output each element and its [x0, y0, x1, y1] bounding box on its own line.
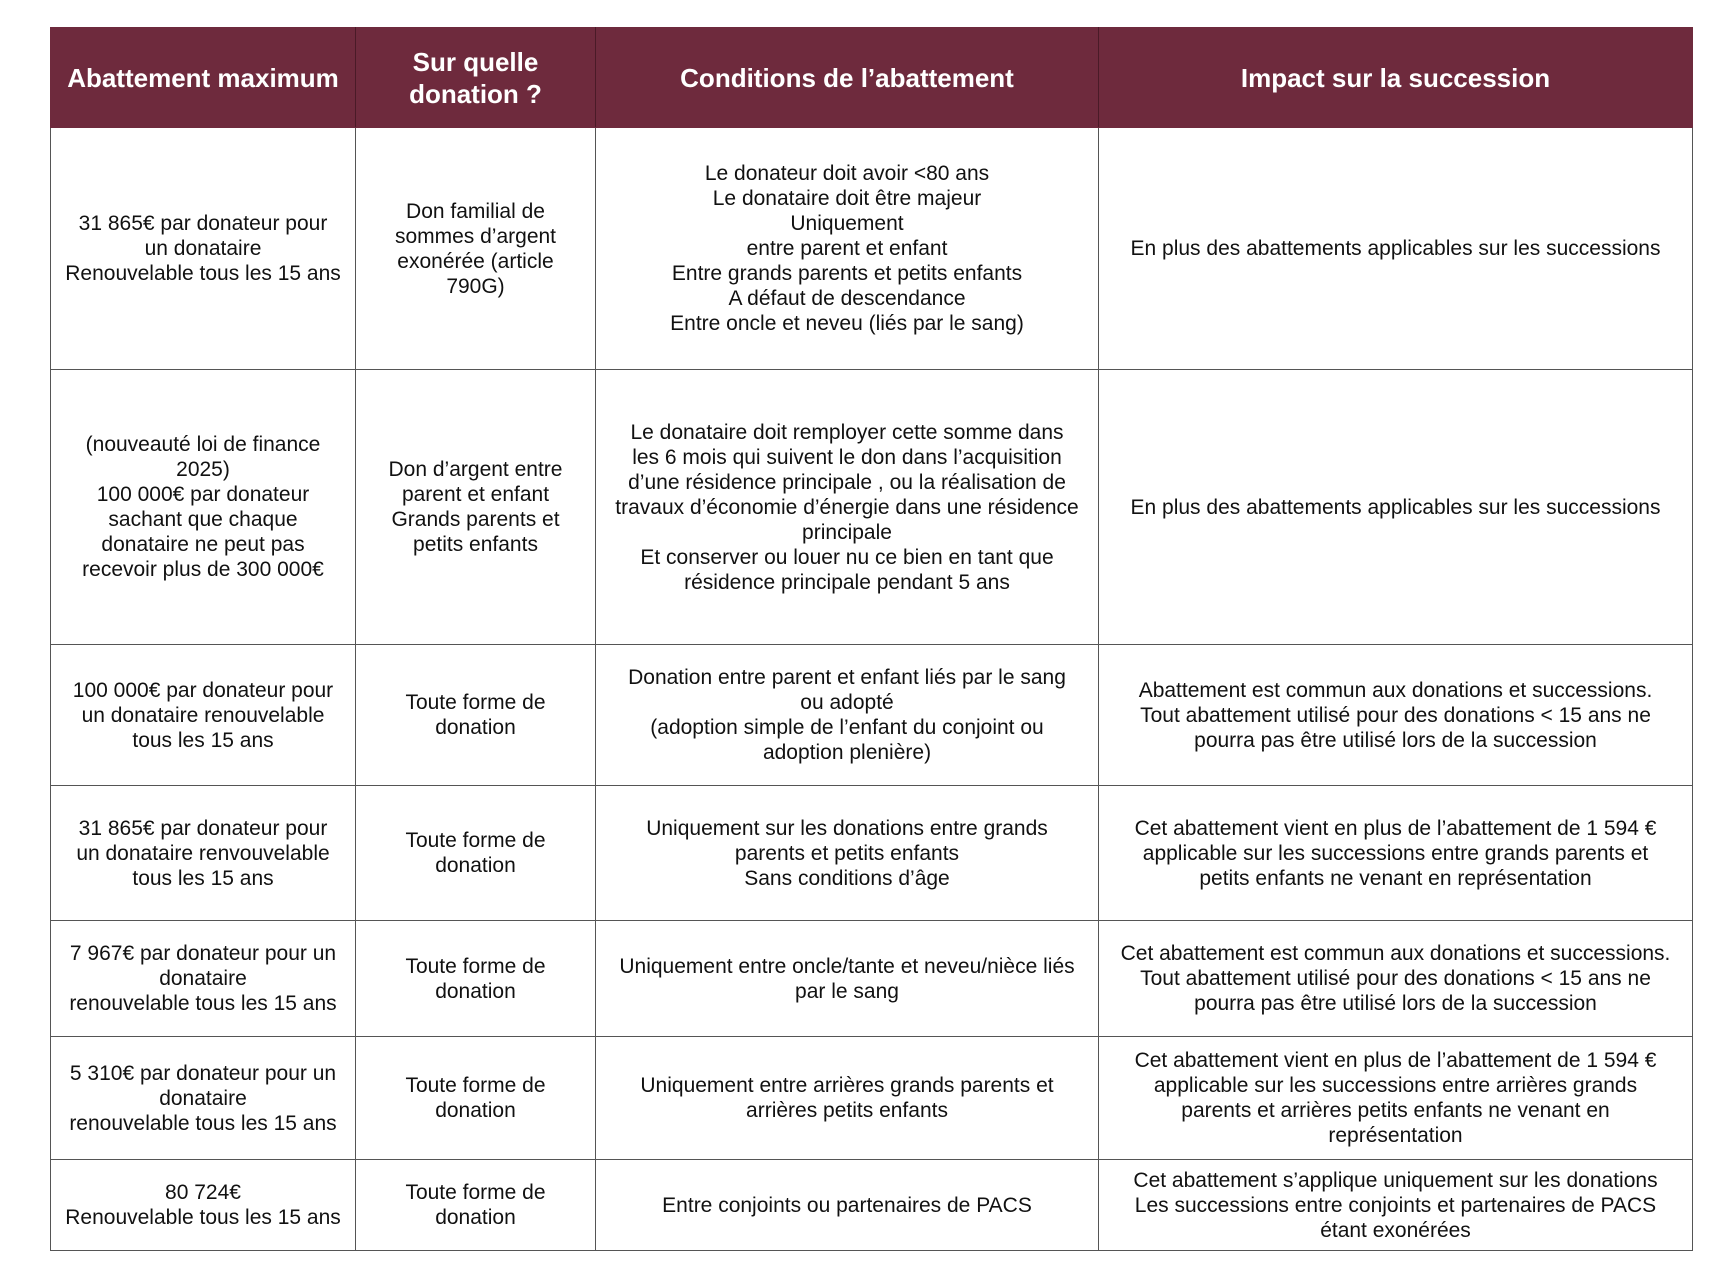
cell-donation: Toute forme de donation: [356, 1160, 596, 1251]
cell-conditions: Le donataire doit remployer cette somme dans les 6 mois qui suivent le don dans l’acquisition d’une résidence principale , ou la réalisation de travaux d’économie d’énergie dans une résidence principale Et conserver ou louer nu ce bien en tant que résidence principale pendant 5 ans: [596, 370, 1099, 645]
header-sur-quelle-donation: Sur quelle donation ?: [356, 28, 596, 128]
header-conditions: Conditions de l’abattement: [596, 28, 1099, 128]
donation-abatement-table-container: [50, 27, 1692, 1251]
cell-donation: Toute forme de donation: [356, 921, 596, 1037]
header-row: [51, 28, 1693, 128]
cell-conditions: Donation entre parent et enfant liés par le sang ou adopté (adoption simple de l’enfant du conjoint ou adoption plenière): [596, 645, 1099, 786]
table-row: [51, 370, 1693, 645]
cell-impact: Cet abattement s’applique uniquement sur les donations Les successions entre conjoints et partenaires de PACS étant exonérées: [1099, 1160, 1693, 1251]
cell-donation: Toute forme de donation: [356, 645, 596, 786]
cell-conditions: Le donateur doit avoir <80 ans Le donataire doit être majeur Uniquement entre parent et enfant Entre grands parents et petits enfants A défaut de descendance Entre oncle et neveu (liés par le sang): [596, 128, 1099, 370]
table-row: [51, 786, 1693, 921]
cell-conditions: Uniquement sur les donations entre grands parents et petits enfants Sans conditions d’âge: [596, 786, 1099, 921]
cell-impact: Cet abattement vient en plus de l’abattement de 1 594 € applicable sur les successions entre arrières grands parents et arrières petits enfants ne venant en représentation: [1099, 1037, 1693, 1160]
cell-abattement: 80 724€ Renouvelable tous les 15 ans: [51, 1160, 356, 1251]
table-row: [51, 1160, 1693, 1251]
donation-abatement-table: [50, 27, 1693, 1251]
table-body: [51, 128, 1693, 1251]
cell-conditions: Uniquement entre oncle/tante et neveu/nièce liés par le sang: [596, 921, 1099, 1037]
header-abattement-maximum: Abattement maximum: [51, 28, 356, 128]
cell-impact: Cet abattement est commun aux donations et successions. Tout abattement utilisé pour des donations < 15 ans ne pourra pas être utilisé lors de la succession: [1099, 921, 1693, 1037]
cell-abattement: 7 967€ par donateur pour un donataire renouvelable tous les 15 ans: [51, 921, 356, 1037]
cell-abattement: (nouveauté loi de finance 2025) 100 000€ par donateur sachant que chaque donataire ne peut pas recevoir plus de 300 000€: [51, 370, 356, 645]
table-row: [51, 1037, 1693, 1160]
cell-donation: Don d’argent entre parent et enfant Grands parents et petits enfants: [356, 370, 596, 645]
cell-abattement: 5 310€ par donateur pour un donataire renouvelable tous les 15 ans: [51, 1037, 356, 1160]
cell-donation: Toute forme de donation: [356, 1037, 596, 1160]
table-row: [51, 921, 1693, 1037]
cell-abattement: 100 000€ par donateur pour un donataire renouvelable tous les 15 ans: [51, 645, 356, 786]
cell-abattement: 31 865€ par donateur pour un donataire renvouvelable tous les 15 ans: [51, 786, 356, 921]
table-row: [51, 128, 1693, 370]
cell-impact: Abattement est commun aux donations et successions. Tout abattement utilisé pour des donations < 15 ans ne pourra pas être utilisé lors de la succession: [1099, 645, 1693, 786]
cell-donation: Don familial de sommes d’argent exonérée (article 790G): [356, 128, 596, 370]
cell-conditions: Entre conjoints ou partenaires de PACS: [596, 1160, 1099, 1251]
cell-impact: Cet abattement vient en plus de l’abattement de 1 594 € applicable sur les successions entre grands parents et petits enfants ne venant en représentation: [1099, 786, 1693, 921]
cell-abattement: 31 865€ par donateur pour un donataire Renouvelable tous les 15 ans: [51, 128, 356, 370]
cell-impact: En plus des abattements applicables sur les successions: [1099, 370, 1693, 645]
cell-impact: En plus des abattements applicables sur les successions: [1099, 128, 1693, 370]
header-impact-succession: Impact sur la succession: [1099, 28, 1693, 128]
table-header: [51, 28, 1693, 128]
cell-donation: Toute forme de donation: [356, 786, 596, 921]
cell-conditions: Uniquement entre arrières grands parents et arrières petits enfants: [596, 1037, 1099, 1160]
table-row: [51, 645, 1693, 786]
